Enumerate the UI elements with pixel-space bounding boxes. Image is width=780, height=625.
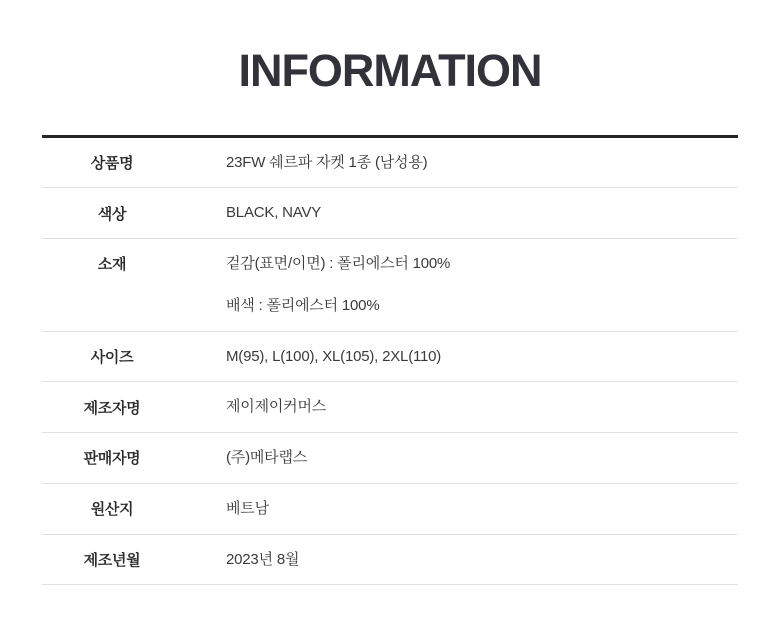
row-label: 원산지 — [90, 501, 134, 519]
row-value — [182, 136, 738, 188]
bottom-spacer — [0, 585, 780, 625]
row-label: 상품명 — [90, 154, 134, 172]
row-label: 판매자명 — [83, 450, 141, 468]
row-value — [182, 331, 738, 382]
row-value-text: 제이제이커머스 — [226, 398, 327, 416]
row-value-text-secondary: 배색 : 폴리에스터 100% — [226, 296, 380, 314]
row-value-text: (주)메타랩스 — [226, 449, 308, 466]
row-label: 제조자명 — [83, 399, 141, 417]
table-row — [42, 136, 738, 188]
row-value-text: BLACK, NAVY — [226, 204, 322, 222]
table-row — [42, 239, 738, 332]
table-row — [42, 433, 738, 484]
row-value-text: M(95), L(100), XL(105), 2XL(110) — [226, 347, 442, 365]
row-value-text: 겉감(표면/이면) : 폴리에스터 100% — [226, 255, 451, 272]
row-label: 소재 — [97, 256, 127, 273]
table-row — [42, 382, 738, 433]
table-row — [42, 483, 738, 534]
row-value — [182, 188, 738, 239]
product-information-table — [42, 135, 738, 586]
row-label: 사이즈 — [90, 348, 134, 366]
row-label: 제조년월 — [83, 551, 141, 569]
table-row — [42, 331, 738, 382]
row-value — [182, 433, 738, 484]
row-value-text: 베트남 — [226, 499, 269, 517]
row-value — [182, 534, 738, 585]
row-value — [182, 483, 738, 534]
row-value — [182, 382, 738, 433]
page-title: INFORMATION — [238, 45, 542, 96]
row-value — [182, 239, 738, 332]
row-value-text: 23FW 쉐르파 자켓 1종 (남성용) — [226, 153, 428, 171]
table-row — [42, 534, 738, 585]
row-value-text: 2023년 8월 — [226, 550, 300, 568]
table-row — [42, 188, 738, 239]
row-label: 색상 — [97, 205, 127, 223]
